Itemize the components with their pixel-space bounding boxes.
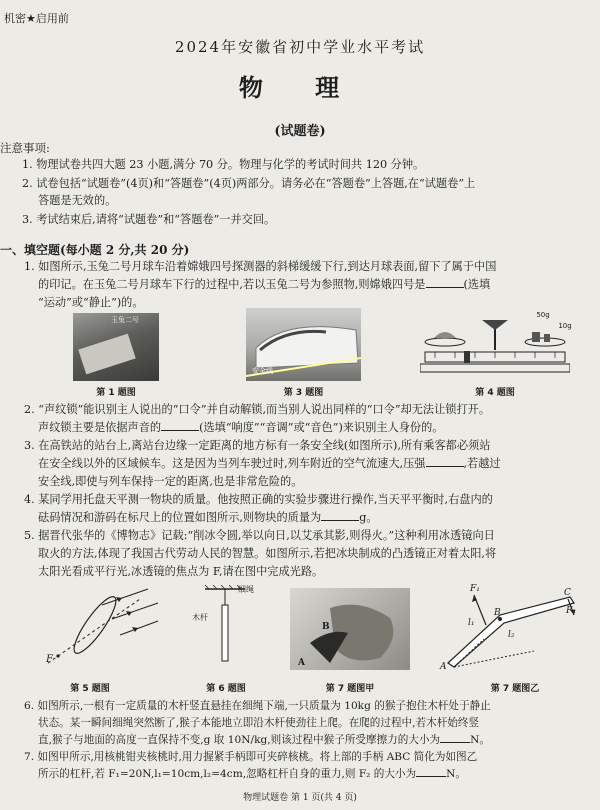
fig7a-photo [290, 588, 410, 670]
fig5-lens-diagram [40, 585, 160, 675]
fig7a-point-a: A [298, 658, 305, 668]
fig7b-label-l1: l₁ [468, 618, 475, 628]
q4-line-2 [38, 510, 600, 526]
page-footer: 物理试题卷 第 1 页(共 4 页) [243, 793, 357, 803]
fig1-photo [73, 313, 159, 381]
fig6-pole-diagram [195, 585, 255, 665]
fig7b-caption: 第 7 题图乙 [490, 684, 540, 694]
fig4-caption: 第 4 题图 [475, 388, 515, 398]
q1-line-1: 1. 如图所示,玉兔二号月球车沿着嫦娥四号探测器的斜梯缓缓下行,到达月球表面,留下了属于中国 [24, 260, 497, 273]
q5-line-1: 5. 据晋代张华的《博物志》记载:“削冰令圆,举以向日,以艾承其影,则得火。”这种利用冰透镜向日 [24, 529, 495, 542]
fig4-weight-10g: 10g [558, 322, 572, 330]
fig4-weight-50g: 50g [536, 311, 550, 319]
fig7a-point-b: B [322, 622, 330, 632]
q4-blank [321, 510, 359, 521]
notice-heading: 注意事项: [0, 141, 50, 155]
q5-line-2: 取火的方法,体现了我国古代劳动人民的智慧。如图所示,若把冰块制成的凸透镜正对着太阳,将 [38, 547, 497, 560]
fig5-caption: 第 5 题图 [70, 684, 110, 694]
fig1-label: 玉兔二号 [111, 316, 139, 324]
q7-line-1: 7. 如图甲所示,用核桃钳夹核桃时,用力握紧手柄即可夹碎核桃。将上部的手柄 ABC 简化为如图乙 [24, 751, 478, 763]
fig6-pole-label: 木杆 [192, 613, 208, 622]
q4-text: 砝码情况和游码在标尺上的位置如图所示,则物块的质量为 [38, 511, 322, 524]
fig4-balance [420, 308, 570, 383]
q2-text: 声纹锁主要是依据声音的 [38, 421, 162, 434]
fig7a-hand-drawing [290, 588, 410, 670]
q1-option-hint: (选填 [463, 278, 491, 291]
fig7b-lever-diagram [440, 585, 580, 670]
fig1-caption: 第 1 题图 [96, 388, 136, 398]
fig7b-label-b: B [494, 608, 501, 618]
fig6-rope-label: 细绳 [238, 585, 254, 594]
q3-text-cont: ,若越过 [463, 457, 501, 470]
q7-unit: N。 [446, 768, 467, 780]
q2-line-2 [38, 420, 600, 436]
q1-line-2 [38, 277, 600, 293]
q7-blank [416, 766, 446, 777]
fig7b-label-a: A [440, 662, 447, 672]
q6-text: 直,猴子与地面的高度一直保持不变,g 取 10N/kg,则该过程中猴子所受摩擦力的大小为 [38, 734, 441, 746]
secret-label: 机密★启用前 [4, 12, 69, 25]
q3-line-1: 3. 在高铁站的站台上,离站台边缘一定距离的地方标有一条安全线(如图所示),所有乘客都必须站 [24, 439, 491, 452]
q2-option-hint: (选填“响度”“音调”或“音色”)来识别主人身份的。 [199, 421, 444, 434]
fig1-rover [78, 334, 135, 375]
notice-item-1: 1. 物理试卷共四大题 23 小题,满分 70 分。物理与化学的考试时间共 120 分钟。 [22, 158, 425, 171]
notice-item-2-cont: 答题是无效的。 [38, 194, 117, 207]
fig7b-label-f1: F₁ [470, 584, 480, 594]
section-heading: 一、填空题(每小题 2 分,共 20 分) [0, 243, 190, 257]
q2-blank [161, 420, 199, 431]
q6-line-3 [38, 732, 600, 748]
q6-line-2: 状态。某一瞬间细绳突然断了,猴子本能地立即沿木杆使劲往上爬。在爬的过程中,若木杆始终竖 [38, 717, 480, 729]
q4-line-1: 4. 某同学用托盘天平测一物块的质量。他按照正确的实验步骤进行操作,当天平平衡时,右盘内的 [24, 493, 493, 506]
fig3-caption: 第 3 题图 [283, 388, 324, 398]
fig7b-label-c: C [564, 588, 571, 598]
fig7b-label-f2: F₂ [566, 606, 576, 616]
notice-item-2: 2. 试卷包括“试题卷”(4页)和“答题卷”(4页)两部分。请务必在“答题卷”上答题,在“试题卷”上 [22, 177, 476, 190]
fig7a-caption: 第 7 题图甲 [325, 684, 375, 694]
q1-blank [426, 277, 464, 288]
q4-unit: g。 [359, 511, 378, 524]
q2-line-1: 2. “声纹锁”能识别主人说出的“口令”并自动解锁,而当别人说出同样的“口令”却无法让锁打开。 [24, 403, 491, 416]
q1-text: 的印记。在玉兔二号月球车下行的过程中,若以玉兔二号为参照物,则嫦娥四号是 [38, 278, 426, 291]
paper-type: (试题卷) [274, 124, 326, 139]
fig7b-label-l2: l₂ [508, 630, 515, 640]
q6-unit: N。 [470, 734, 491, 746]
fig3-label: 安全线 [252, 367, 273, 375]
q6-line-1: 6. 如图所示,一根有一定质量的木杆竖直悬挂在细绳下端,一只质量为 10kg 的猴子抱住木杆处于静止 [24, 700, 491, 712]
q7-line-2 [38, 766, 600, 782]
q7-text: 所示的杠杆,若 F₁=20N,l₁=10cm,l₂=4cm,忽略杠杆自身的重力,则 F₂ 的大小为 [38, 768, 417, 780]
q3-line-3: 安全线,即使与列车保持一定的距离,也是非常危险的。 [38, 475, 303, 488]
q3-text: 在安全线以外的区域候车。这是因为当列车驶过时,列车附近的空气流速大,压强 [38, 457, 426, 470]
notice-item-3: 3. 考试结束后,请将“试题卷”和“答题卷”一并交回。 [22, 213, 276, 226]
q3-blank [426, 456, 464, 467]
q3-line-2 [38, 456, 600, 472]
exam-title: 2024年安徽省初中学业水平考试 [174, 38, 426, 56]
q1-line-3: “运动”或“静止”)的。 [38, 296, 144, 309]
q6-blank [440, 732, 470, 743]
fig6-caption: 第 6 题图 [206, 684, 246, 694]
fig5-focus-label: F [46, 654, 53, 665]
fig3-photo [246, 308, 361, 381]
subject-title: 物 理 [238, 74, 362, 102]
q5-line-3: 太阳光看成平行光,冰透镜的焦点为 F,请在图中完成光路。 [38, 565, 324, 578]
